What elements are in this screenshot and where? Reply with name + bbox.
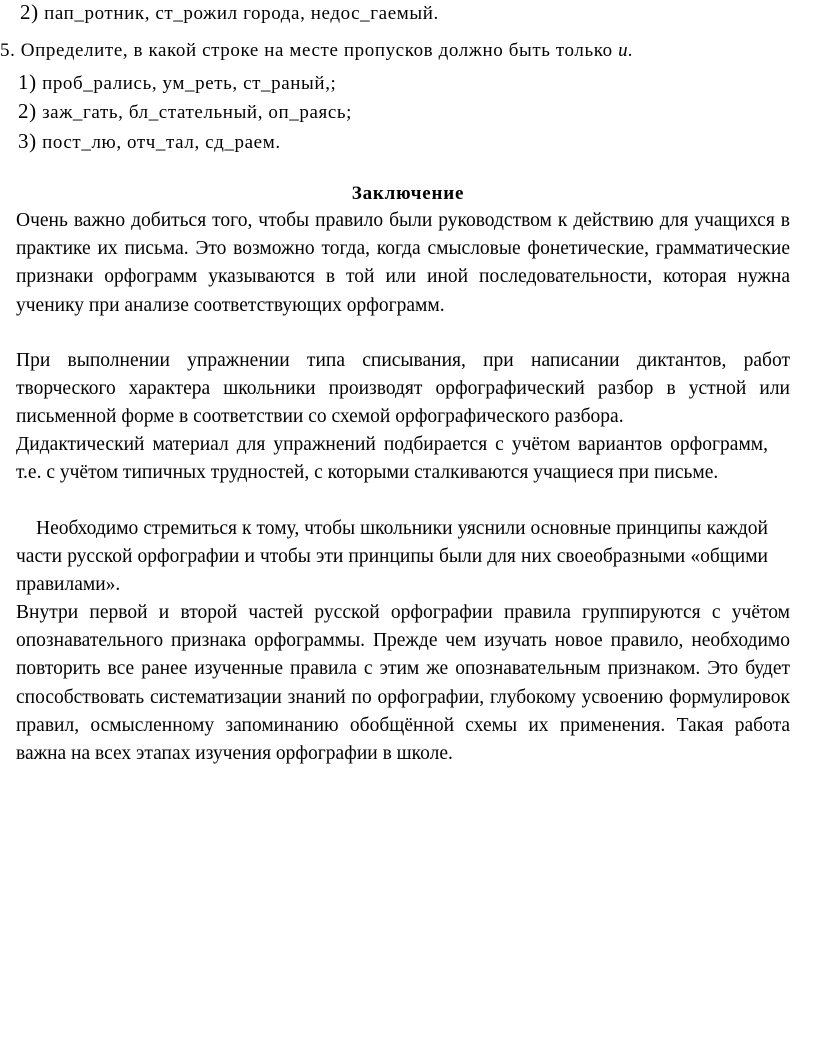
q4-option-2 (20, 0, 439, 25)
q5-prompt-text: 5. Определите, в какой строке на месте пропусков должно быть только (0, 40, 613, 61)
q5-prompt-letter: и. (618, 40, 634, 61)
q5-option-1 (18, 70, 336, 95)
q5-option-3-text: пост_лю, отч_тал, сд_раем. (42, 132, 281, 153)
conclusion-title: Заключение (351, 183, 465, 204)
q5-option-2 (18, 99, 352, 124)
q5-option-3 (18, 129, 281, 154)
conclusion-paragraph-2: При выполнении упражнении типа списывания, при написании диктантов, работ творческого характера школьники производят орфографический разбор в устной или письменной форме в соответствии со схемой орфографического разбора. (16, 350, 790, 428)
q5-option-1-text: проб_рались, ум_реть, ст_раный,; (42, 73, 337, 94)
q5-prompt (0, 40, 634, 62)
q4-option-2-number: 2) (20, 0, 39, 24)
conclusion-paragraph-3: Дидактический материал для упражнений подбирается с учётом вариантов орфограмм, т.е. с учётом типичных трудностей, с которыми сталкиваются учащиеся при письме. (16, 434, 768, 484)
q5-option-1-number: 1) (18, 70, 37, 94)
q5-option-2-number: 2) (18, 99, 37, 123)
q5-option-3-number: 3) (18, 129, 37, 153)
q4-option-2-text: пап_ротник, ст_рожил города, недос_гаемый. (44, 3, 439, 24)
conclusion-paragraph-4: Необходимо стремиться к тому, чтобы школьники уяснили основные принципы каждой части русской орфографии и чтобы эти принципы были для них своеобразными «общими правилами». (16, 518, 768, 596)
conclusion-paragraph-5: Внутри первой и второй частей русской орфографии правила группируются с учётом опознавательного признака орфограммы. Прежде чем изучать новое правило, необходимо повторить все ранее изученные правила с этим же опознавательным признаком. Это будет способствовать систематизации знаний по орфографии, глубокому усвоению формулировок правил, осмысленному запоминанию обобщённой схемы их применения. Такая работа важна на всех этапах изучения орфографии в школе. (16, 602, 790, 765)
conclusion-paragraph-1: Очень важно добиться того, чтобы правило были руководством к действию для учащихся в практике их письма. Это возможно тогда, когда смысловые фонетические, грамматические признаки орфограмм указываются в той или иной последовательности, которая нужна ученику при анализе соответствующих орфограмм. (16, 210, 790, 316)
q5-option-2-text: заж_гать, бл_стательный, оп_раясь; (42, 102, 353, 123)
